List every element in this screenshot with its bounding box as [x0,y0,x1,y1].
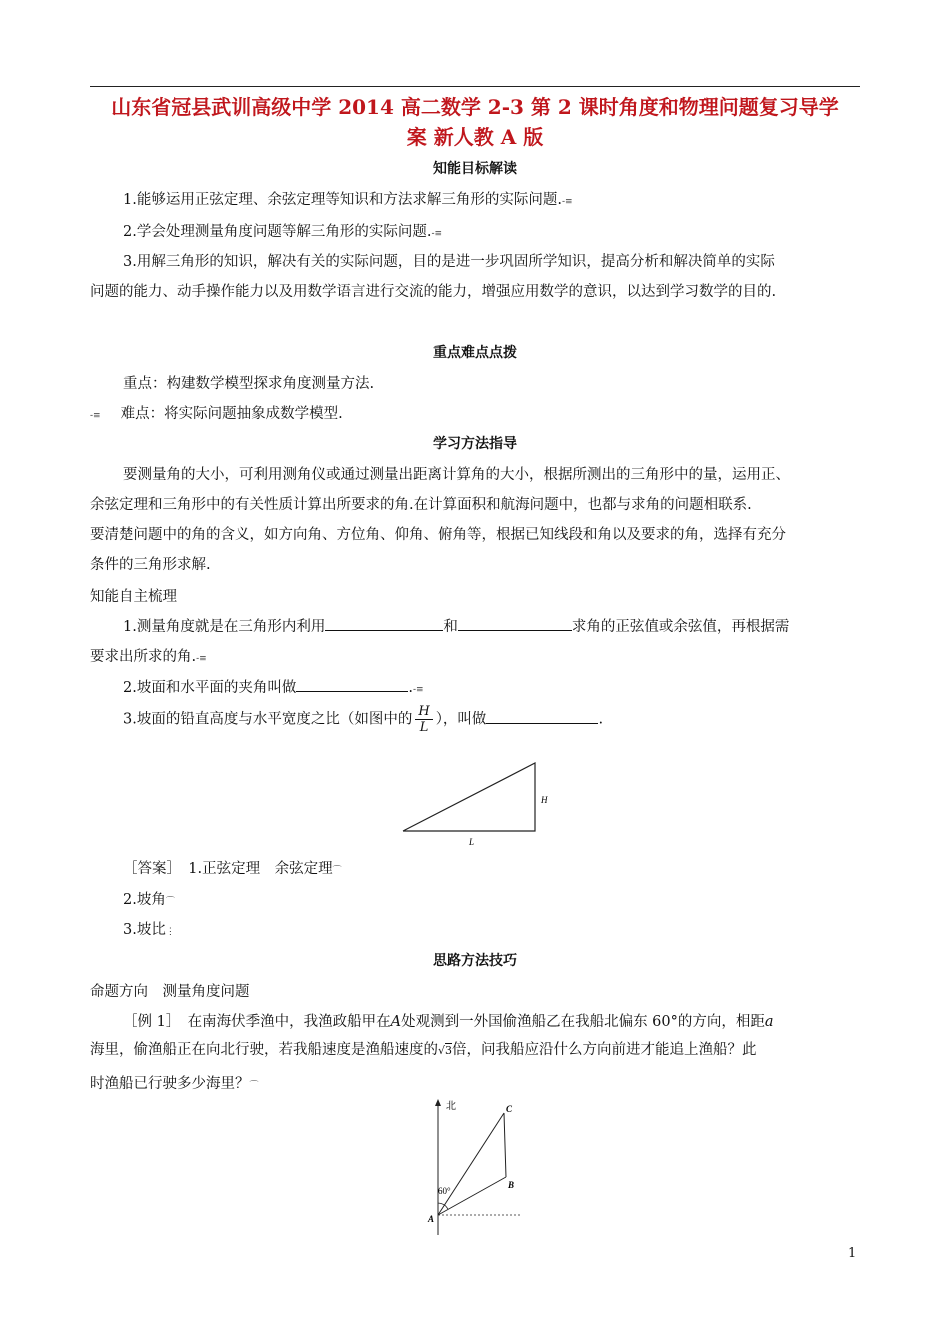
review-question-2: 2.坡面和水平面的夹角叫做 .-≡ [123,676,865,697]
segment-ac [438,1113,504,1215]
review-heading: 知能自主梳理 [90,589,177,605]
answer-3: 3.坡比⋮ [123,922,175,938]
answer-1: ［答案］ 1.正弦定理 余弦定理⌒ [123,861,342,877]
methods-line-2: 余弦定理和三角形中的有关性质计算出所要求的角.在计算面积和航海问题中，也都与求角的问题相联系. [90,497,752,513]
objective-1: 1.能够运用正弦定理、余弦定理等知识和方法求解三角形的实际问题.-≡ [123,192,573,208]
review-question-1: 1.测量角度就是在三角形内利用 和 求角的正弦值或余弦值，再根据需 [123,615,865,636]
north-arrow-icon [435,1099,441,1106]
point-a-label: A [428,1214,435,1224]
bearing-diagram [420,1095,530,1240]
example-1-line-3: 时渔船已行驶多少海里？⌒ [90,1076,259,1092]
section-heading-methods: 学习方法指导 [433,436,517,452]
section-heading-objectives: 知能目标解读 [433,161,517,177]
methods-line-1: 要测量角的大小，可利用测角仪或通过测量出距离计算角的大小，根据所测出的三角形中的量，运用正、 [123,467,790,483]
review-question-3: 3.坡面的铅直高度与水平宽度之比（如图中的 $\frac{H}{L}$ ），叫做 . [123,704,604,735]
page-number: 1 [848,1246,857,1261]
segment-ab [438,1177,506,1215]
answer-blank[interactable] [296,677,408,692]
point-b-label: B [508,1180,515,1190]
methods-line-4: 条件的三角形求解. [90,557,211,573]
slope-triangle-figure [395,757,565,852]
answer-2: 2.坡角⌒ [123,892,175,908]
slope-triangle [403,763,535,831]
segment-cb [504,1113,506,1177]
answer-blank[interactable] [325,616,443,631]
section-heading-keypoints: 重点难点点拨 [433,345,517,361]
review-question-1-cont: 要求出所求的角.-≡ [90,649,207,665]
length-label: L [469,837,475,847]
proposition-direction: 命题方向 测量角度问题 [90,984,250,1000]
answer-blank[interactable] [486,709,598,724]
document-title-line-2: 案 新人教 A 版 [406,125,544,149]
point-c-label: C [506,1104,513,1114]
example-1-line-2: 海里，偷渔船正在向北行驶，若我船速度是渔船速度的√3倍，问我船应沿什么方向前进才能追上渔船？此 [90,1042,757,1058]
angle-label: 60° [438,1186,451,1196]
ratio-fraction: $\frac{H}{L}$ [415,704,432,735]
section-heading-approach: 思路方法技巧 [433,953,517,969]
answer-blank[interactable] [458,616,572,631]
height-label: H [541,795,548,805]
example-1-line-1: ［例 1］ 在南海伏季渔中，我渔政船甲在A处观测到一外国偷渔船乙在我船北偏东 60°的方向，相距a [123,1014,774,1030]
difficulty-point: -≡ 难点：将实际问题抽象成数学模型. [90,406,343,422]
header-rule [90,86,860,87]
objective-3-line-1: 3.用解三角形的知识，解决有关的实际问题，目的是进一步巩固所学知识，提高分析和解决简单的实际 [123,254,775,270]
objective-2: 2.学会处理测量角度问题等解三角形的实际问题.-≡ [123,224,443,240]
objective-3-line-2: 问题的能力、动手操作能力以及用数学语言进行交流的能力，增强应用数学的意识，以达到学习数学的目的. [90,284,777,300]
methods-line-3: 要清楚问题中的角的含义，如方向角、方位角、仰角、俯角等，根据已知线段和角以及要求的角，选择有充分 [90,527,786,543]
north-label: 北 [446,1101,456,1112]
document-title-line-1: 山东省冠县武训高级中学 2014 高二数学 2-3 第 2 课时角度和物理问题复习导学 [111,95,839,119]
key-point: 重点：构建数学模型探求角度测量方法. [123,376,375,392]
